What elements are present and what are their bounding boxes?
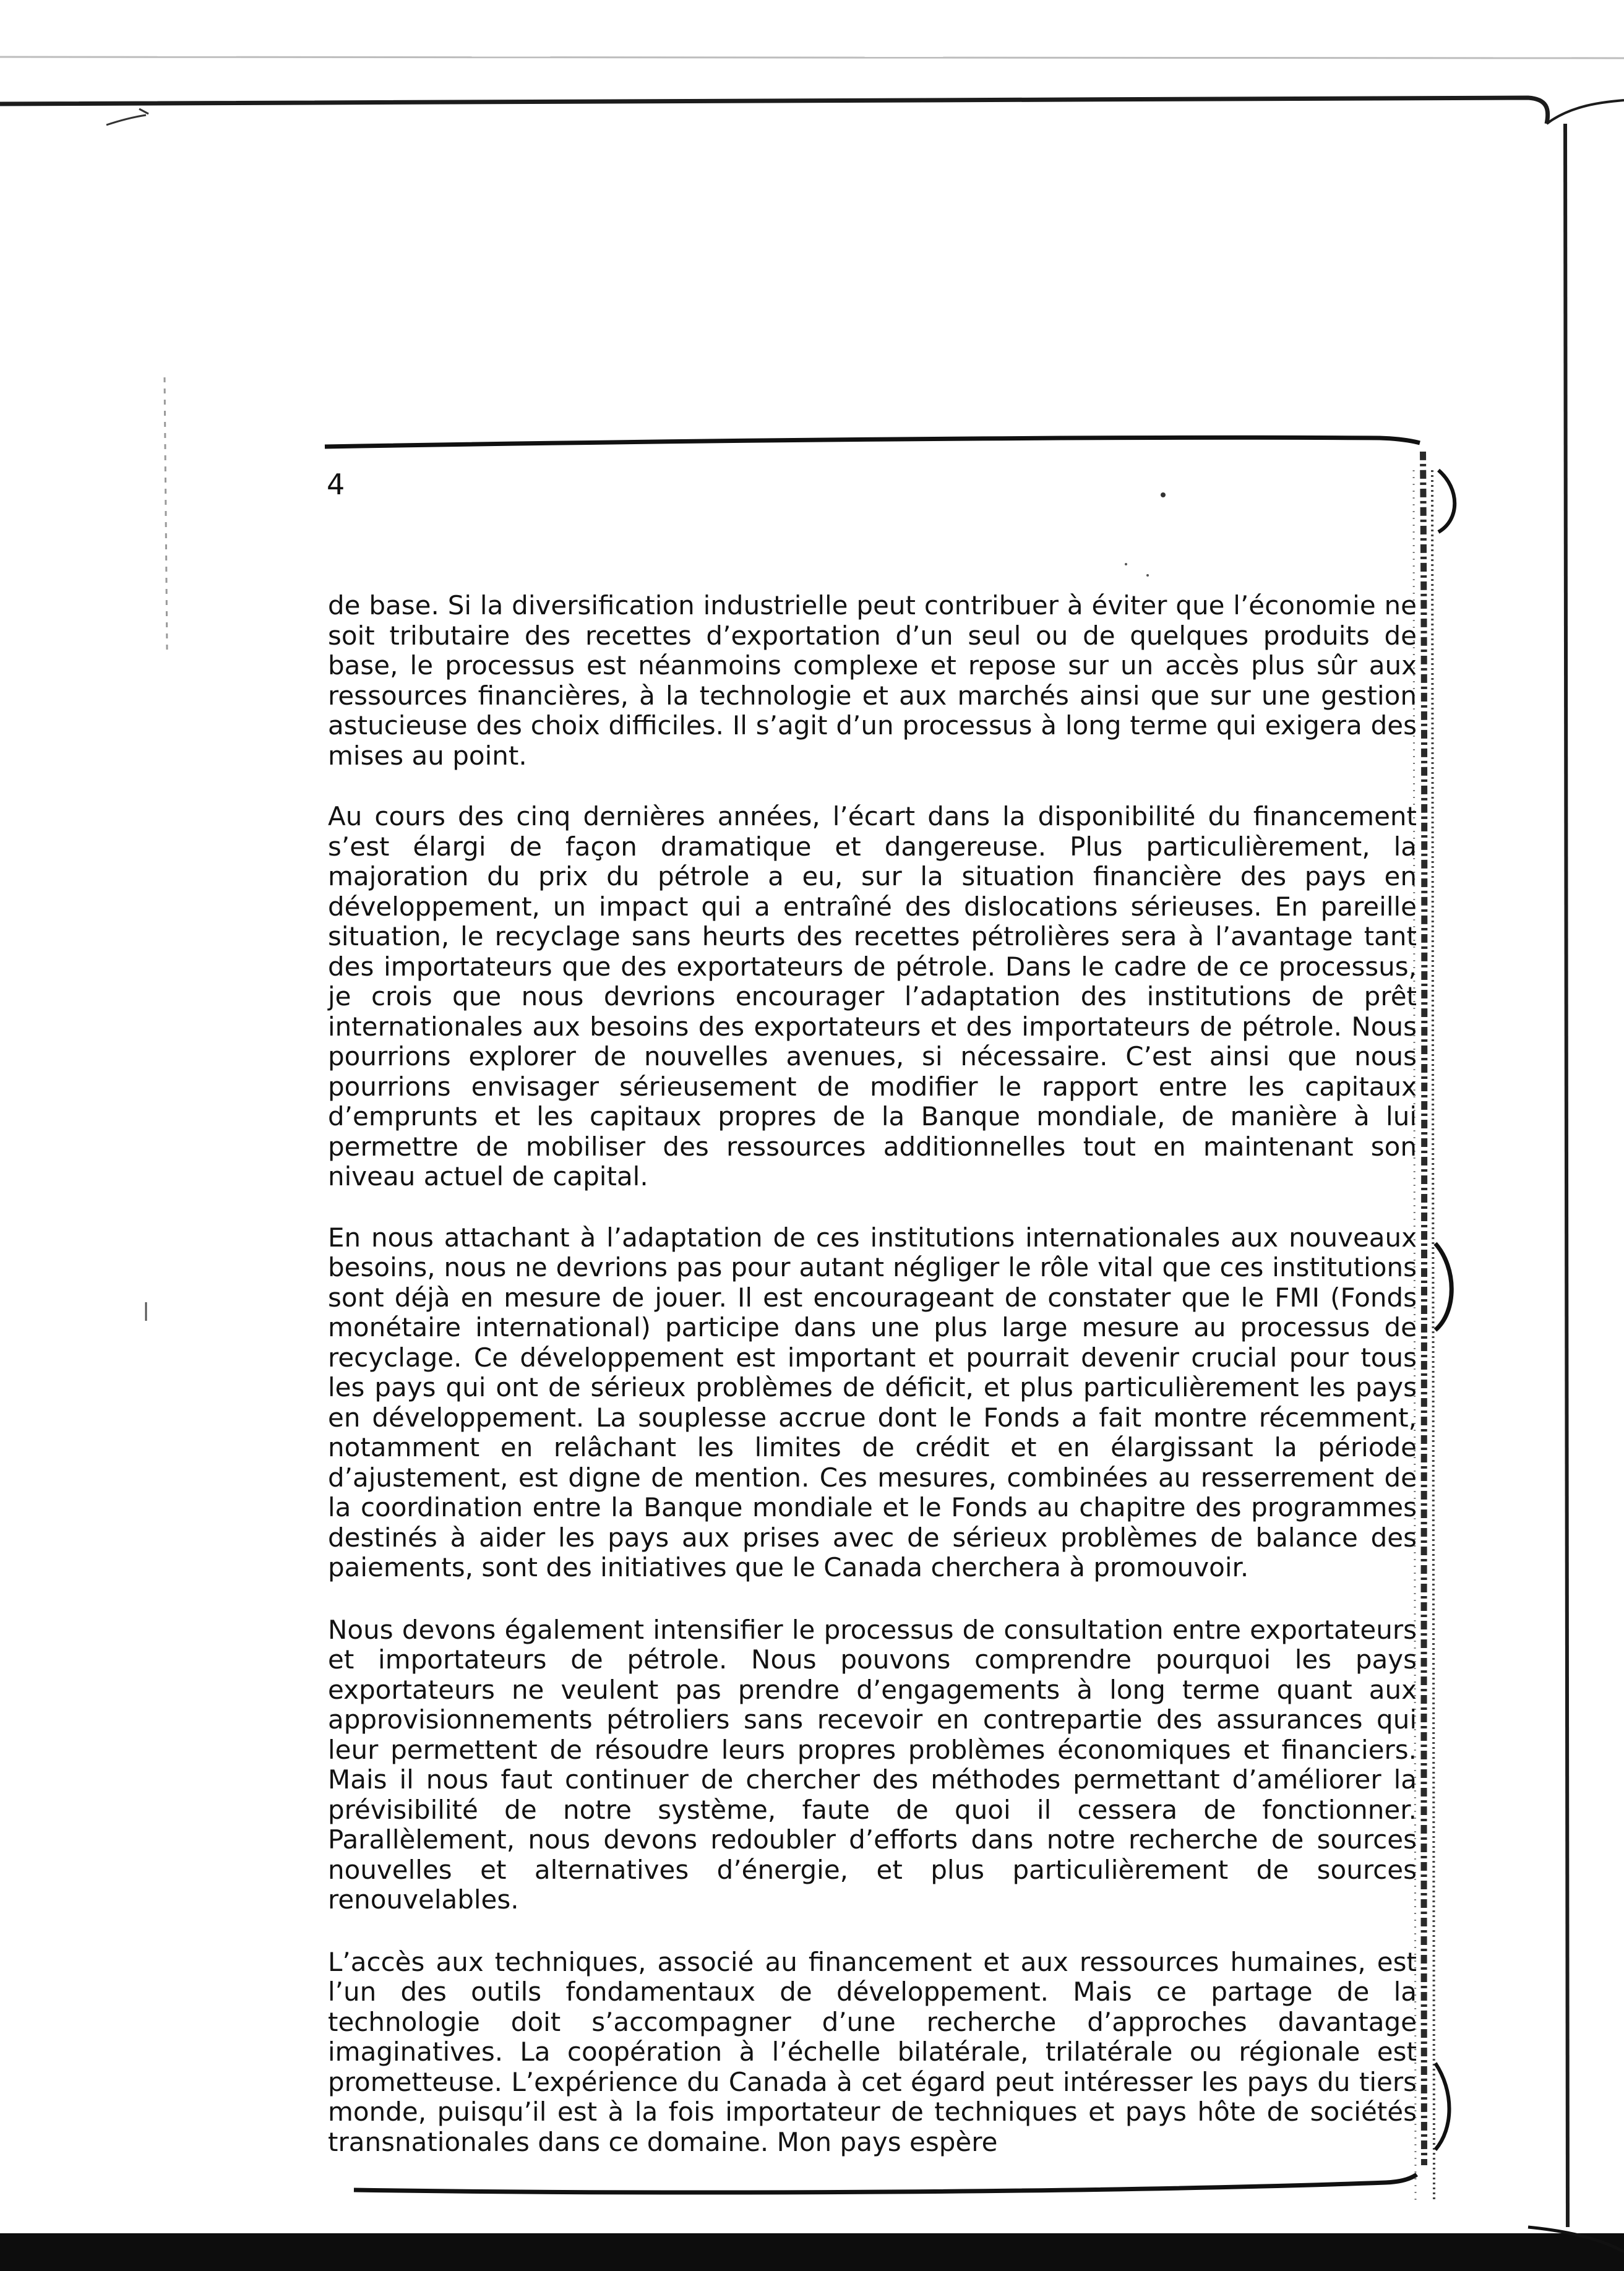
paragraph-diversification: de base. Si la diversification industrielle peut contribuer à éviter que l’économie ne soit tributaire des recettes d’exportation d’un seul ou de quelques produits de base, le processus est néanmoins complexe et repose sur un accès plus sûr aux ressources financières, à la technologie et aux marchés ainsi que sur une gestion astucieuse des choix difficiles. Il s’agit d’un processus à long terme qui exigera des mises au point. xyxy=(328,590,1417,771)
paragraph-oil-consultation: Nous devons également intensifier le processus de consultation entre exportateurs et importateurs de pétrole. Nous pouvons comprendre pourquoi les pays exportateurs ne veulent pas prendre d’engagements à long terme quant aux approvisionnements pétroliers sans recevoir en contrepartie des assurances qui leur permettent de résoudre leurs propres problèmes économiques et financiers. Mais il nous faut continuer de chercher des méthodes permettant d’améliorer la prévisibilité de notre système, faute de quoi il cessera de fonctionner. Parallèlement, nous devons redoubler d’efforts dans notre recherche de sources nouvelles et alternatives d’énergie, et plus particulièrement de sources renouvelables. xyxy=(328,1614,1417,1915)
outer-page-top-edge xyxy=(0,97,1548,124)
top-faint-line xyxy=(0,57,1624,58)
inner-page-top-rule xyxy=(325,437,1420,447)
left-scan-artifact xyxy=(165,377,167,650)
binding-curve-middle xyxy=(1435,1243,1451,1330)
page-number: 4 xyxy=(327,468,345,501)
paragraph-financing-gap: Au cours des cinq dernières années, l’écart dans la disponibilité du financement s’est élargi de façon dramatique et dangereuse. Plus particulièrement, la majoration du prix du pétrole a eu, sur la situation financière des pays en développement, un impact qui a entraîné des dislocations sérieuses. En pareille situation, le recyclage sans heurts des recettes pétrolières sera à l’avantage tant des importateurs que des exportateurs de pétrole. Dans le cadre de ce processus, je crois que nous devrions encourager l’adaptation des institutions de prêt internationales aux besoins des exportateurs et des importateurs de pétrole. Nous pourrions explorer de nouvelles avenues, si nécessaire. C’est ainsi que nous pourrions envisager sérieusement de modifier le rapport entre les capitaux d’emprunts et les capitaux propres de la Banque mondiale, de manière à lui permettre de mobiliser des ressources additionnelles tout en maintenant son niveau actuel de capital. xyxy=(328,801,1417,1191)
outer-page-top-edge-right xyxy=(1547,100,1624,124)
paragraph-imf-role: En nous attachant à l’adaptation de ces institutions internationales aux nouveaux besoins, nous ne devrions pas pour autant négliger le rôle vital que ces institutions sont déjà en mesure de jouer. Il est encourageant de constater que le FMI (Fonds monétaire international) participe dans une plus large mesure au processus de recyclage. Ce développement est important et pourrait devenir crucial pour tous les pays qui ont de sérieux problèmes de déficit, et plus particulièrement les pays en développement. La souplesse accrue dont le Fonds a fait montre récemment, notamment en relâchant les limites de crédit et en élargissant la période d’ajustement, est digne de mention. Ces mesures, combinées au resserrement de la coordination entre la Banque mondiale et le Fonds au chapitre des programmes destinés à aider les pays aux prises avec de sérieux problèmes de balance des paiements, sont des initiatives que le Canada cherchera à promouvoir. xyxy=(328,1222,1417,1582)
scan-speck-2 xyxy=(1125,563,1127,565)
scan-mark xyxy=(106,109,148,125)
paragraph-technology-access: L’accès aux techniques, associé au financement et aux ressources humaines, est l’un des outils fondamentaux de développement. Mais ce partage de la technologie doit s’accompagner d’une recherche d’approches davantage imaginatives. La coopération à l’échelle bilatérale, trilatérale ou régionale est prometteuse. L’expérience du Canada à cet égard peut intéresser les pays du tiers monde, puisqu’il est à la fois importateur de techniques et pays hôte de sociétés transnationales dans ce domaine. Mon pays espère xyxy=(328,1946,1417,2157)
scan-speck-3 xyxy=(1146,574,1149,577)
document-body xyxy=(328,591,1417,2189)
bottom-scan-band xyxy=(0,2233,1624,2271)
binding-curve-bottom xyxy=(1435,2063,1450,2150)
inner-page-right-edge xyxy=(1423,452,1424,2165)
outer-page-right-edge xyxy=(1565,124,1568,2227)
scan-speck xyxy=(1161,492,1166,497)
inner-page-right-edge-2 xyxy=(1432,470,1434,2202)
binding-curve-top xyxy=(1438,470,1454,532)
